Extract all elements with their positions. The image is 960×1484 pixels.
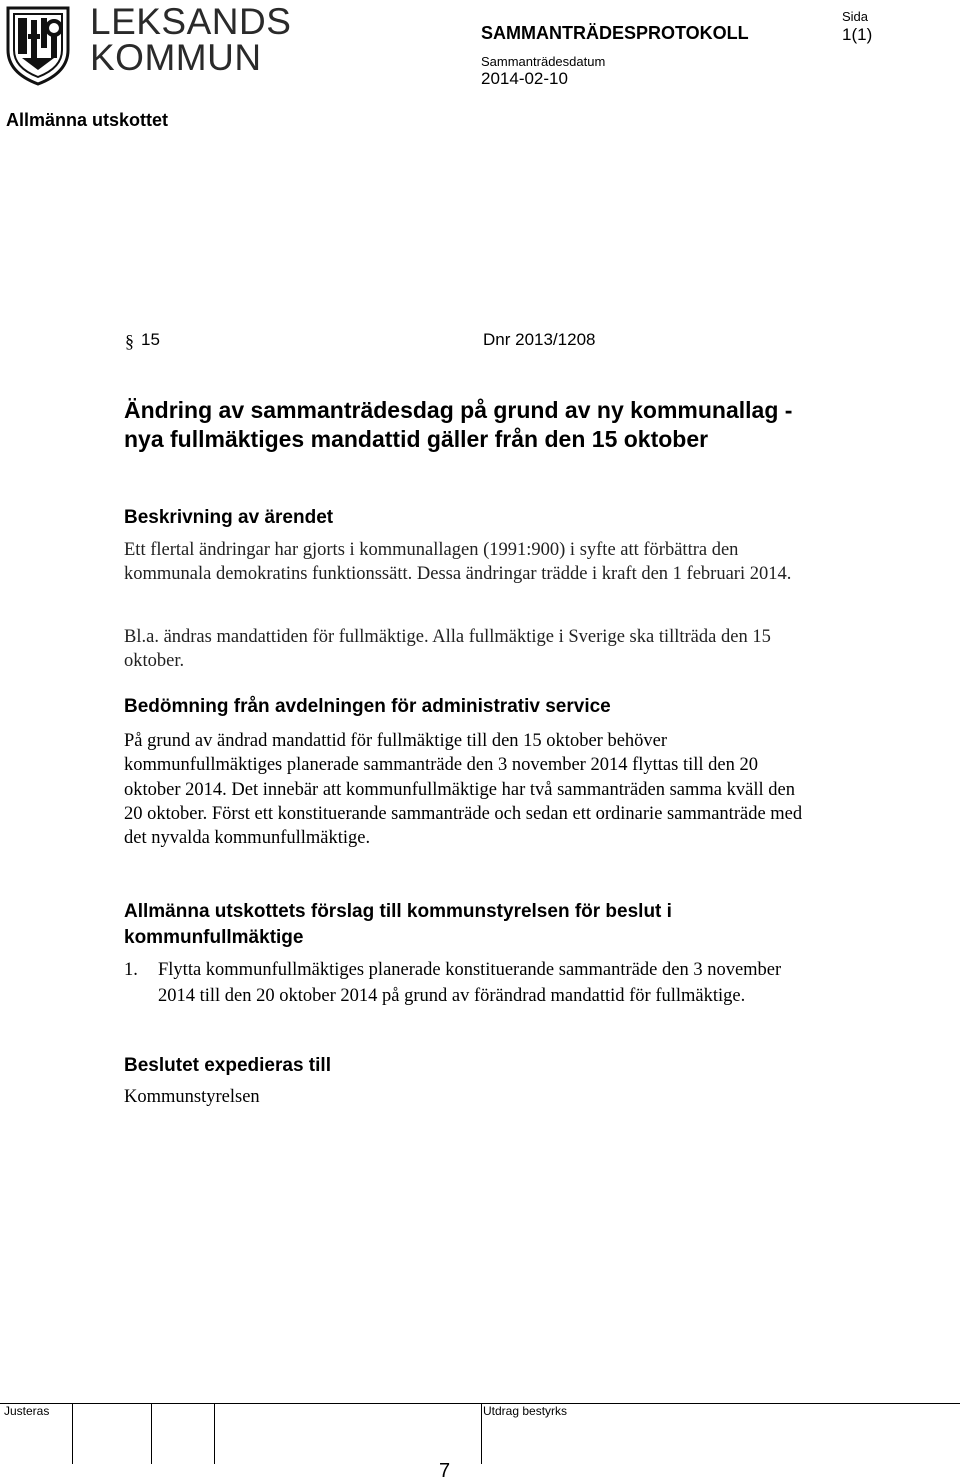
page-number: 7 [439, 1460, 451, 1482]
paragraph-number: 15 [141, 330, 160, 349]
distribution-heading: Beslutet expedieras till [124, 1055, 331, 1076]
signature-divider [72, 1404, 73, 1464]
assessment-paragraph: På grund av ändrad mandattid för fullmäktige till den 15 oktober behöver kommunfullmäktiges planerade sammanträde den 3 november 2014 flyttas till den 20 oktober 2014. Det innebär att kommunfullmäktige har två sammanträden samma kväll den 20 oktober. Först ett konstituerande sammanträde och sedan ett ordinarie sammanträde med det nyvalda kommunfullmäktige. [124, 731, 803, 849]
organization-wordmark [90, 1, 292, 78]
org-name-line2: KOMMUN [90, 37, 262, 78]
description-paragraph-2: Bl.a. ändras mandattiden för fullmäktige. Alla fullmäktige i Sverige ska tillträda den 15 oktober. [124, 627, 771, 672]
utdrag-label: Utdrag bestyrks [483, 1404, 568, 1418]
proposal-item-number: 1. [124, 960, 138, 980]
document-title: SAMMANTRÄDESPROTOKOLL [481, 23, 749, 43]
footer-divider [0, 1403, 960, 1404]
paragraph-sign: § [125, 331, 134, 351]
justeras-label: Justeras [4, 1404, 50, 1418]
case-number: Dnr 2013/1208 [483, 330, 596, 349]
proposal-item-text: Flytta kommunfullmäktiges planerade konstituerande sammanträde den 3 november 2014 till den 20 oktober 2014 på grund av förändrad mandattid för fullmäktige. [158, 960, 782, 1006]
description-heading: Beskrivning av ärendet [124, 507, 334, 528]
leksand-coat-of-arms-icon [4, 4, 72, 86]
assessment-heading: Bedömning från avdelningen för administrativ service [124, 696, 611, 717]
committee-name: Allmänna utskottet [6, 110, 169, 130]
page-label: Sida [842, 9, 869, 24]
page-value: 1(1) [842, 25, 873, 44]
item-title: Ändring av sammanträdesdag på grund av ny kommunallag - nya fullmäktiges mandattid gäller från den 15 oktober [124, 397, 793, 452]
signature-divider [481, 1404, 482, 1464]
description-paragraph-1: Ett flertal ändringar har gjorts i kommunallagen (1991:900) i syfte att förbättra den kommunala demokratins funktionssätt. Dessa ändringar trädde i kraft den 1 februari 2014. [124, 540, 792, 585]
meeting-date-value: 2014-02-10 [481, 69, 568, 88]
signature-divider [151, 1404, 152, 1464]
distribution-recipient: Kommunstyrelsen [124, 1087, 260, 1107]
meeting-date-label: Sammanträdesdatum [481, 54, 606, 69]
org-name-line1: LEKSANDS [90, 1, 292, 42]
signature-divider [214, 1404, 215, 1464]
proposal-heading: Allmänna utskottets förslag till kommunstyrelsen för beslut i kommunfullmäktige [124, 901, 672, 948]
